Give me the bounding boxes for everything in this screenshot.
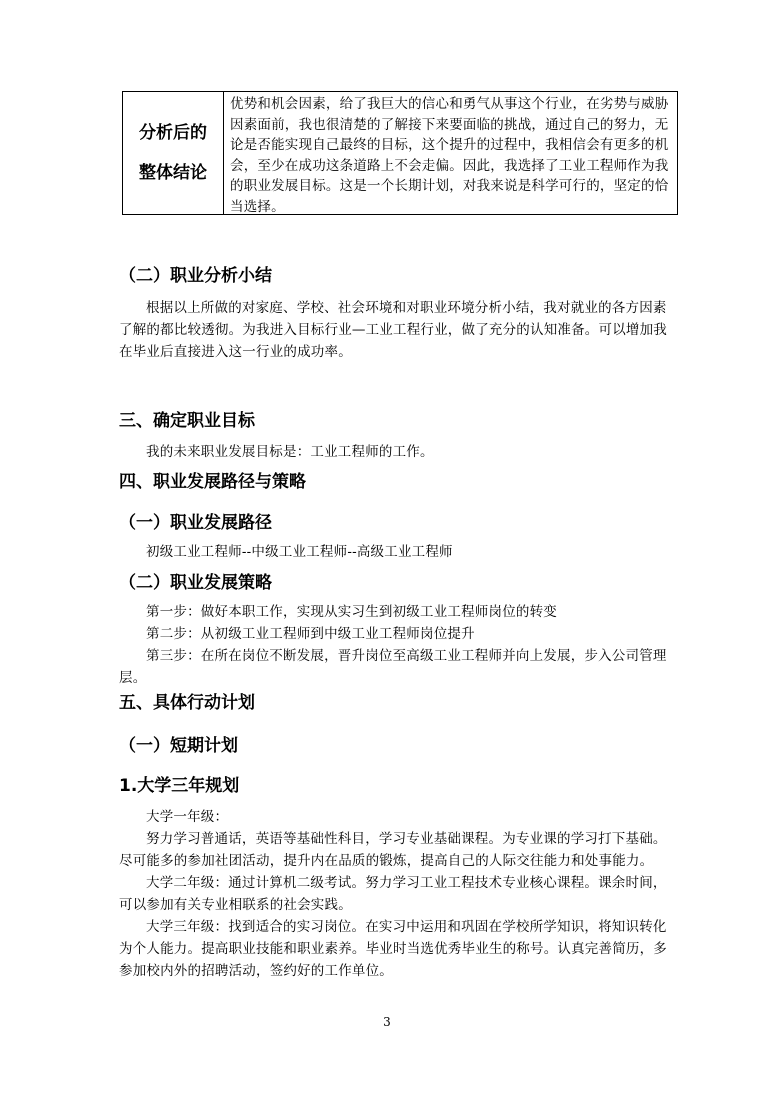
paragraph-line: 初级工业工程师--中级工业工程师--高级工业工程师 [146, 544, 453, 560]
page-number: 3 [383, 1015, 391, 1029]
paragraph-line: 为个人能力。提高职业技能和职业素养。毕业时当选优秀毕业生的称号。认真完善简历，多 [119, 941, 667, 957]
table-label-line2: 整体结论 [139, 163, 207, 183]
paragraph-line: 第一步：做好本职工作，实现从实习生到初级工业工程师岗位的转变 [146, 604, 557, 620]
paragraph-line: 参加校内外的招聘活动，签约好的工作单位。 [119, 963, 393, 979]
paragraph-line: 大学一年级： [146, 809, 229, 825]
paragraph-line: 大学三年级：找到适合的实习岗位。在实习中运用和巩固在学校所学知识，将知识转化 [146, 919, 667, 935]
paragraph-line: 大学二年级：通过计算机二级考试。努力学习工业工程技术专业核心课程。课余时间， [146, 875, 667, 891]
career-goal-paragraph [119, 441, 664, 463]
paragraph-line: 根据以上所做的对家庭、学校、社会环境和对职业环境分析小结，我对就业的各方因素 [146, 300, 667, 316]
heading-action-plan: 五、具体行动计划 [119, 693, 255, 713]
paragraph-line: 可以参加有关专业相联系的社会实践。 [119, 897, 352, 913]
heading-career-analysis-summary: （二）职业分析小结 [119, 266, 272, 286]
career-strategy-paragraph [119, 601, 667, 689]
paragraph-line: 了解的都比较透彻。为我进入目标行业—工业工程行业，做了充分的认知准备。可以增加我 [119, 322, 667, 338]
table-content-cell [224, 92, 677, 214]
paragraph-line: 我的未来职业发展目标是：工业工程师的工作。 [146, 444, 434, 460]
table-label-cell [123, 92, 224, 214]
heading-career-path: （一）职业发展路径 [119, 513, 272, 533]
table-text-line: 因素面前，我也很清楚的了解接下来要面临的挑战，通过自己的努力，无 [230, 116, 669, 133]
table-text-line: 当选择。 [230, 198, 285, 215]
heading-three-year-plan: 1.大学三年规划 [119, 776, 240, 796]
table-text-line: 论是否能实现自己最终的目标，这个提升的过程中，我相信会有更多的机 [230, 137, 669, 153]
paragraph-line: 第二步：从初级工业工程师到中级工业工程师岗位提升 [146, 626, 475, 642]
paragraph-line: 尽可能多的参加社团活动，提升内在品质的锻炼，提高自己的人际交往能力和处事能力。 [119, 853, 654, 869]
heading-career-goal: 三、确定职业目标 [119, 411, 255, 431]
three-year-plan-paragraph [119, 806, 667, 982]
heading-career-path-strategy: 四、职业发展路径与策略 [119, 472, 306, 492]
heading-career-strategy: （二）职业发展策略 [119, 573, 272, 593]
career-path-paragraph [119, 541, 664, 563]
conclusion-table [122, 91, 678, 215]
paragraph-line: 在毕业后直接进入这一行业的成功率。 [119, 344, 352, 360]
table-text-line: 的职业发展目标。这是一个长期计划，对我来说是科学可行的，坚定的恰 [230, 178, 669, 194]
heading-short-term-plan: （一）短期计划 [119, 736, 238, 756]
paragraph-line: 第三步：在所在岗位不断发展，晋升岗位至高级工业工程师并向上发展，步入公司管理 [146, 648, 667, 664]
table-text-line: 会，至少在成功这条道路上不会走偏。因此，我选择了工业工程师作为我 [230, 157, 669, 174]
table-label-line1: 分析后的 [139, 123, 207, 143]
paragraph-line: 努力学习普通话，英语等基础性科目，学习专业基础课程。为专业课的学习打下基础。 [146, 831, 667, 847]
paragraph-line: 层。 [119, 670, 147, 686]
table-text-line: 优势和机会因素，给了我巨大的信心和勇气从事这个行业，在劣势与威胁 [230, 96, 669, 112]
summary-paragraph [119, 297, 667, 363]
